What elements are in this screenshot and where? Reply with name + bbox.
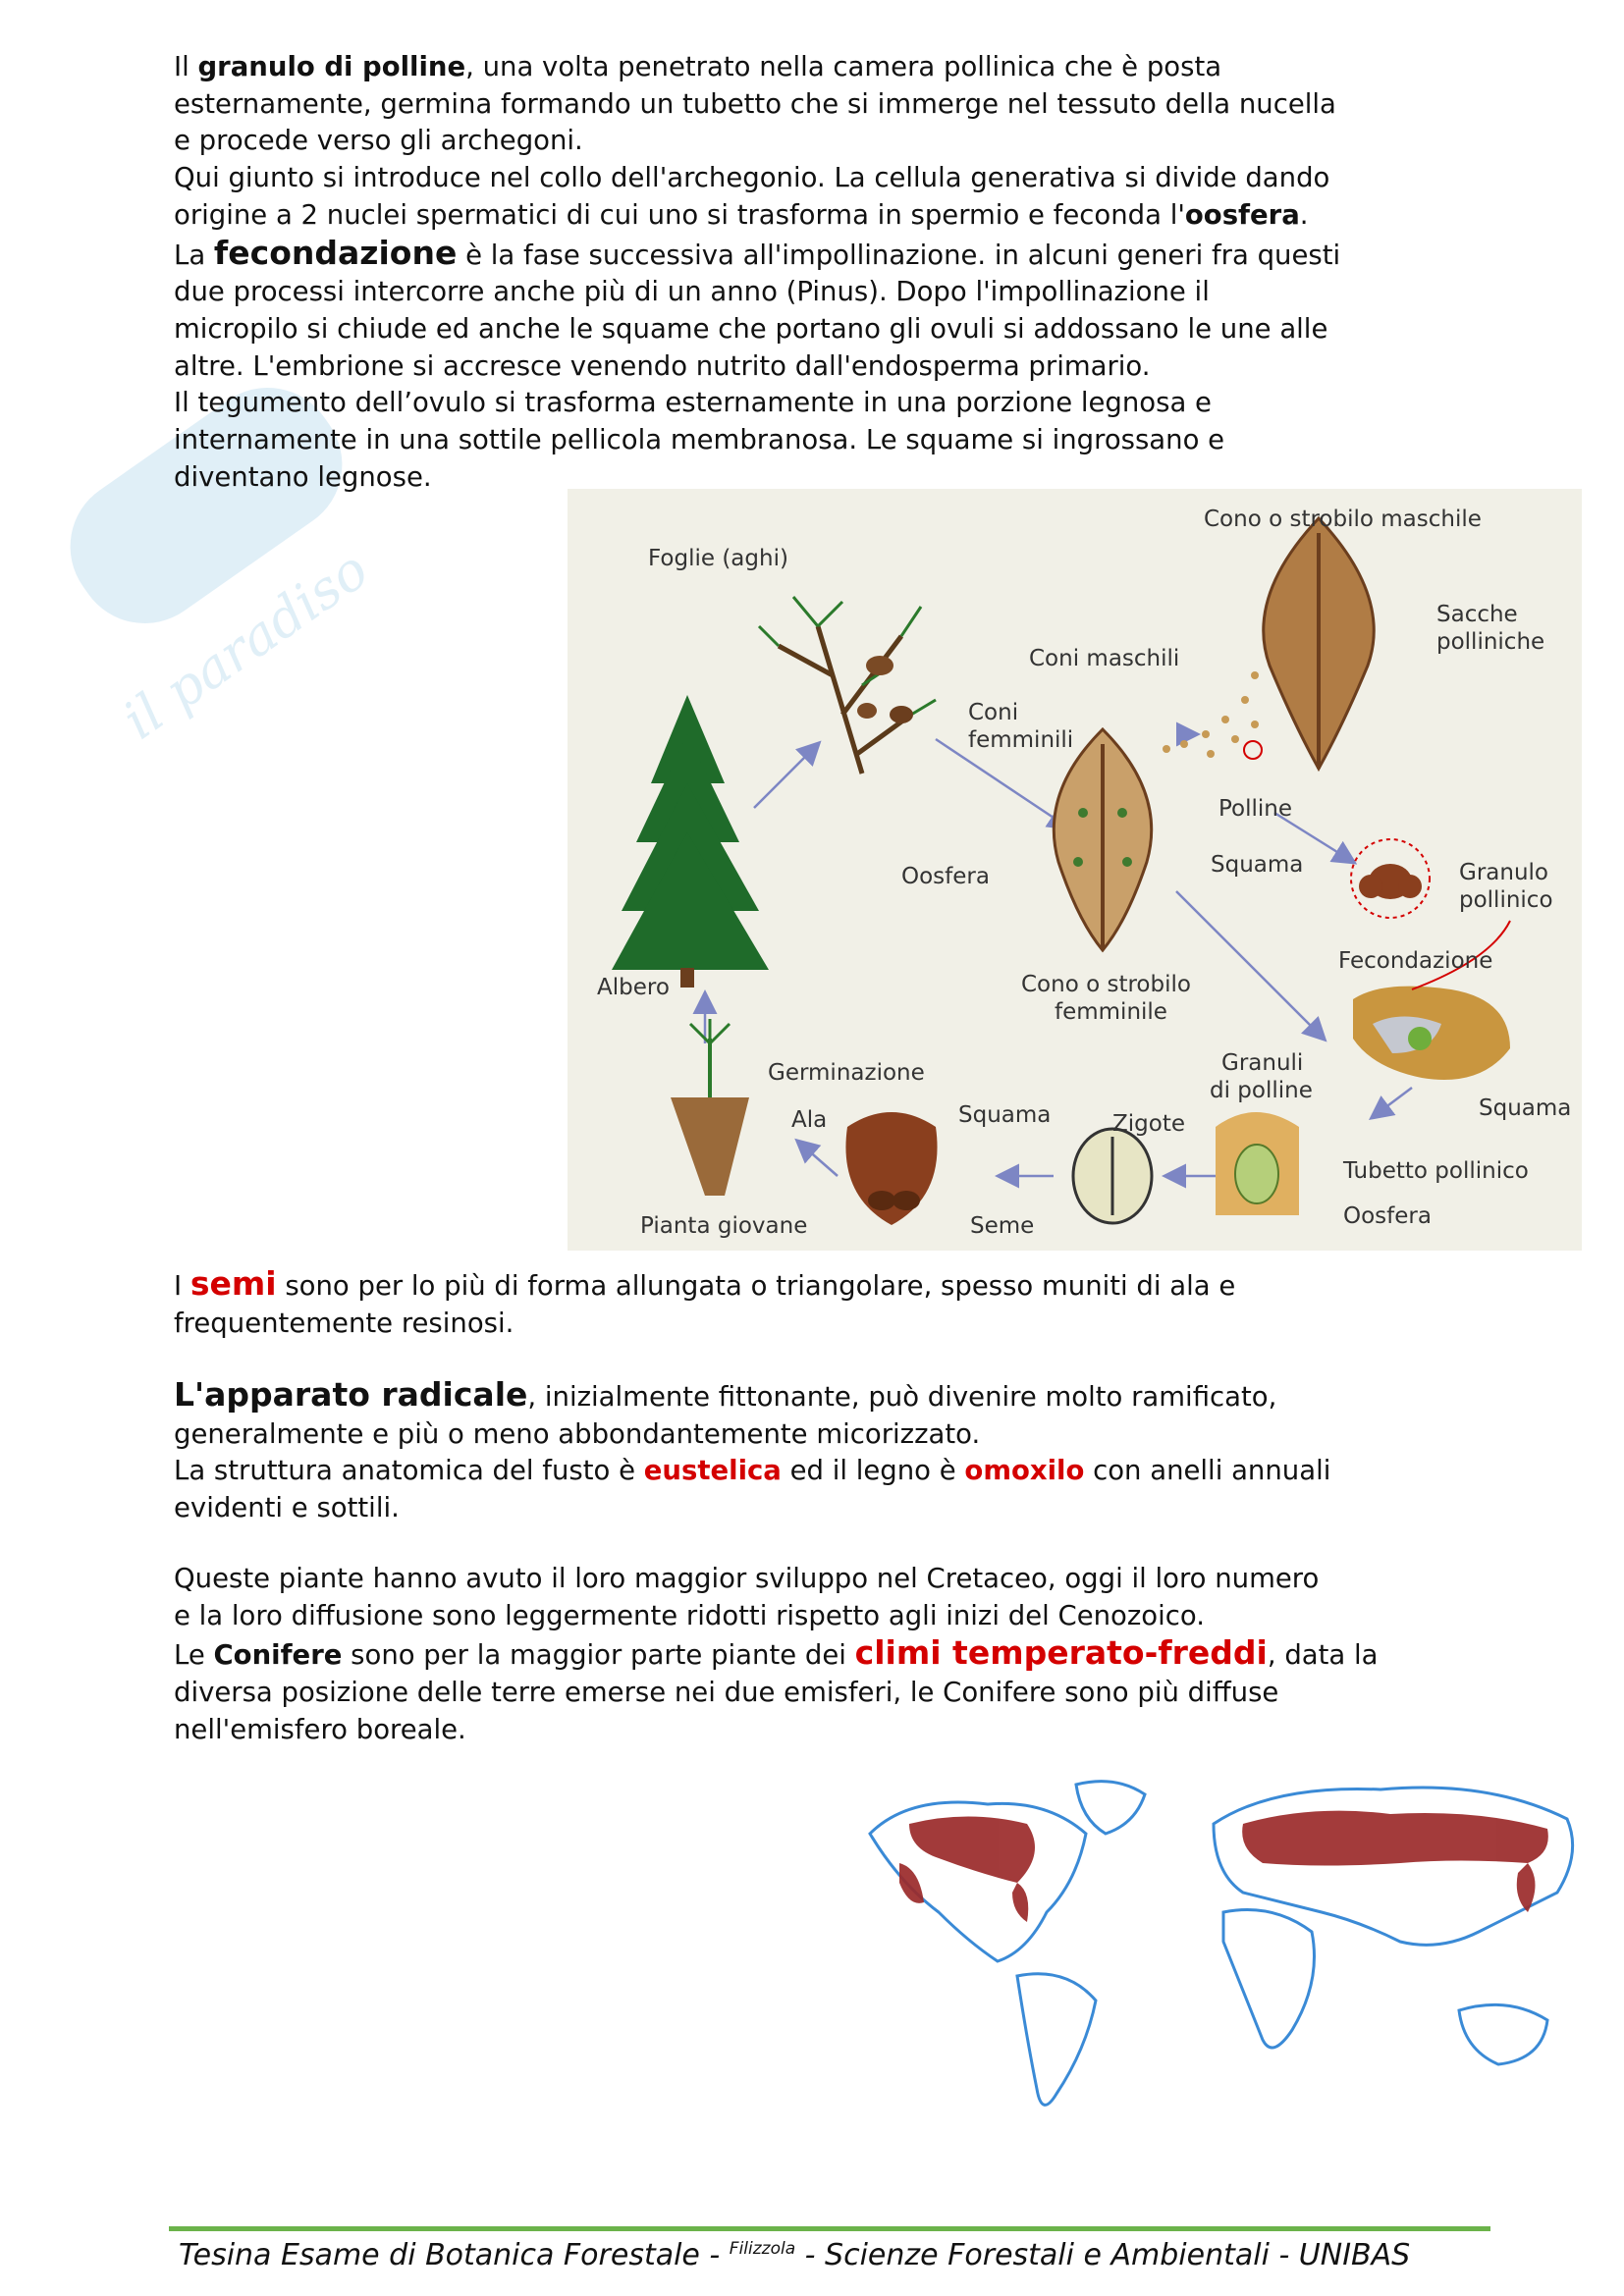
text-line: micropilo si chiude ed anche le squame che portano gli ovuli si addossano le une alle xyxy=(174,312,1328,345)
text-line: evidenti e sottili. xyxy=(174,1492,400,1524)
ovule-icon xyxy=(1353,921,1510,1080)
text-line: nell'emisfero boreale. xyxy=(174,1713,466,1745)
tree-icon xyxy=(612,695,769,988)
term-omoxilo: omoxilo xyxy=(964,1455,1085,1487)
label-granuli: Granuli xyxy=(1221,1050,1304,1076)
male-cone-icon xyxy=(1264,518,1375,769)
pollen-dots xyxy=(1163,671,1259,758)
text-line: due processi intercorre anche più di un anno (Pinus). Dopo l'impollinazione il xyxy=(174,276,1210,308)
text-line: La fecondazione è la fase successiva all'impollinazione. in alcuni generi fra questi xyxy=(174,233,1341,272)
pine-life-cycle-diagram xyxy=(568,489,1582,1251)
world-distribution-map xyxy=(850,1765,1585,2133)
female-cone-icon xyxy=(1054,729,1151,950)
term-climi: climi temperato-freddi xyxy=(854,1633,1268,1673)
label-sacche: Sacche xyxy=(1436,602,1518,627)
label-ala: Ala xyxy=(791,1107,828,1133)
term-granulo: granulo di polline xyxy=(197,51,466,82)
svg-text:il paradiso: il paradiso xyxy=(111,538,380,752)
label-oosfera-cone: Oosfera xyxy=(901,864,990,889)
term-apparato-radicale: L'apparato radicale xyxy=(174,1375,528,1414)
label-squama-seed: Squama xyxy=(958,1102,1052,1128)
term-conifere: Conifere xyxy=(213,1639,343,1672)
paragraph-semi xyxy=(174,1265,1489,1342)
label-femminili: femminili xyxy=(968,727,1074,753)
text-line: e la loro diffusione sono leggermente ridotti rispetto agli inizi del Cenozoico. xyxy=(174,1599,1205,1631)
label-cono-maschile: Cono o strobilo maschile xyxy=(1204,507,1482,532)
text-line: origine a 2 nuclei spermatici di cui uno si trasforma in spermio e feconda l'oosfera. xyxy=(174,198,1309,231)
label-femminile: femminile xyxy=(1055,999,1167,1025)
label-albero: Albero xyxy=(597,975,670,1000)
text-line: esternamente, germina formando un tubetto che si immerge nel tessuto della nucella xyxy=(174,87,1336,120)
text-line: Il tegumento dell’ovulo si trasforma esternamente in una porzione legnosa e xyxy=(174,387,1212,419)
text-line: I semi sono per lo più di forma allungata o triangolare, spesso muniti di ala e xyxy=(174,1264,1236,1303)
label-germinazione: Germinazione xyxy=(768,1060,925,1086)
label-granulo: Granulo xyxy=(1459,860,1548,885)
text-line: internamente in una sottile pellicola membranosa. Le squame si ingrossano e xyxy=(174,424,1225,456)
zygote-icon xyxy=(1073,1129,1152,1223)
seed-icon xyxy=(845,1112,937,1225)
seedling-icon xyxy=(671,1019,749,1196)
text-line: diversa posizione delle terre emerse nei due emisferi, le Conifere sono più diffuse xyxy=(174,1677,1279,1709)
footer-divider xyxy=(169,2226,1490,2231)
label-seme: Seme xyxy=(970,1213,1035,1239)
text-line: Le Conifere sono per la maggior parte piante dei climi temperato-freddi, data la xyxy=(174,1633,1379,1673)
label-polliniche: polliniche xyxy=(1436,629,1545,655)
text-line: generalmente e più o meno abbondantemente micorizzato. xyxy=(174,1417,981,1450)
label-di-polline: di polline xyxy=(1210,1078,1313,1103)
text-line: La struttura anatomica del fusto è eustelica ed il legno è omoxilo con anelli annuali xyxy=(174,1455,1331,1487)
paragraph-apparato-radicale xyxy=(174,1376,1489,1527)
label-squama-ovule: Squama xyxy=(1479,1095,1572,1121)
label-coni-maschili: Coni maschili xyxy=(1029,646,1180,671)
label-zigote: Zigote xyxy=(1112,1111,1185,1137)
text-line: Qui giunto si introduce nel collo dell'archegonio. La cellula generativa si divide dando xyxy=(174,162,1330,194)
paragraph-pollination xyxy=(174,49,1489,496)
text-line: altre. L'embrione si accresce venendo nutrito dall'endosperma primario. xyxy=(174,349,1151,382)
label-cono-femminile: Cono o strobilo xyxy=(1021,972,1191,997)
africa-shape xyxy=(1223,1910,1315,2049)
archegonium-icon xyxy=(1216,1112,1299,1215)
label-fecondazione: Fecondazione xyxy=(1338,948,1493,974)
text-line: Il granulo di polline, una volta penetrato nella camera pollinica che è posta xyxy=(174,51,1222,82)
term-semi: semi xyxy=(189,1264,277,1303)
text-line: diventano legnose. xyxy=(174,460,432,493)
label-foglie: Foglie (aghi) xyxy=(648,546,788,571)
label-tubetto-pollinico: Tubetto pollinico xyxy=(1343,1158,1529,1184)
label-pianta-giovane: Pianta giovane xyxy=(640,1213,808,1239)
pollen-grain-icon xyxy=(1359,864,1422,899)
term-eustelica: eustelica xyxy=(643,1455,782,1487)
boreal-eurasia-area xyxy=(1242,1811,1548,1866)
term-oosfera: oosfera xyxy=(1184,198,1300,231)
text-line: e procede verso gli archegoni. xyxy=(174,125,583,157)
australia-shape xyxy=(1459,2004,1547,2064)
label-oosfera: Oosfera xyxy=(1343,1203,1432,1229)
term-fecondazione: fecondazione xyxy=(213,233,458,272)
text-line: frequentemente resinosi. xyxy=(174,1307,514,1339)
branch-icon xyxy=(759,597,936,774)
label-pollinico: pollinico xyxy=(1459,887,1553,913)
label-polline: Polline xyxy=(1218,796,1293,822)
label-squama-cone: Squama xyxy=(1211,852,1304,878)
south-america-shape xyxy=(1017,1974,1096,2106)
paragraph-distribuzione xyxy=(174,1561,1489,1749)
text-line: Queste piante hanno avuto il loro maggior sviluppo nel Cretaceo, oggi il loro numero xyxy=(174,1563,1320,1594)
text-line: L'apparato radicale, inizialmente fittonante, può divenire molto ramificato, xyxy=(174,1375,1277,1414)
label-coni: Coni xyxy=(968,700,1019,725)
greenland-shape xyxy=(1076,1782,1145,1834)
page-footer: Tesina Esame di Botanica Forestale - $^{Filizzola}$ - Scienze Forestali e Ambientali - UNIBAS xyxy=(179,2238,1411,2272)
footer-author: Filizzola xyxy=(729,2239,796,2259)
